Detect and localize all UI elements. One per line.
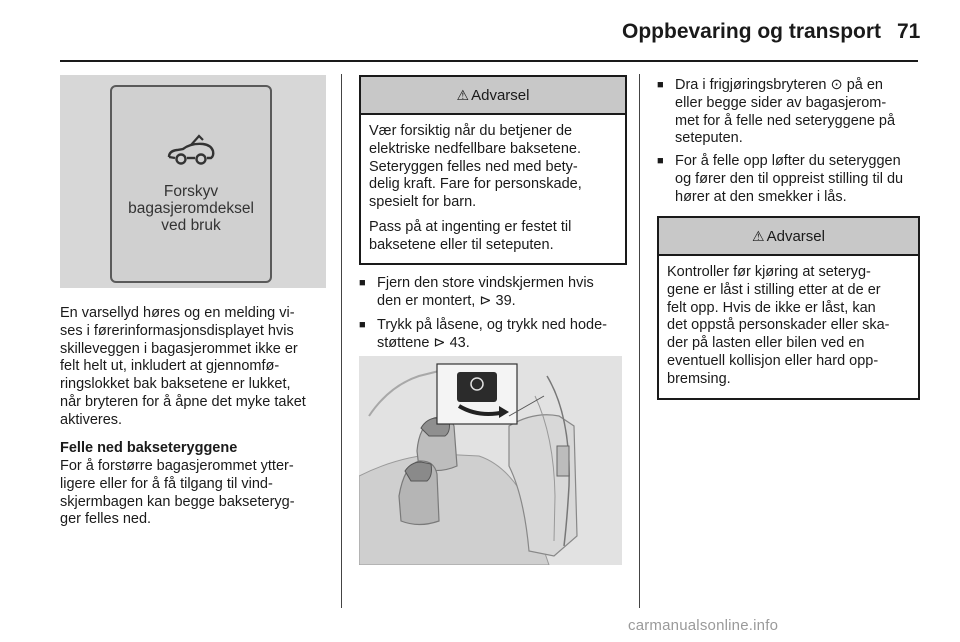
- warning-body: [659, 256, 918, 389]
- car-interior-drawing: [359, 356, 622, 565]
- text-line: når bryteren for å åpne det myke taket: [60, 393, 306, 410]
- section-heading: Felle ned bakseteryggene: [60, 440, 238, 456]
- text-line: Dra i frigjøringsbryteren ⊙ på en: [675, 77, 883, 93]
- warning-paragraph: [369, 123, 617, 212]
- text-line: eventuell kollisjon eller hard opp-: [667, 352, 879, 369]
- text-line: skilleveggen i bagasjerommet ikke er: [60, 340, 298, 357]
- text-line: og fører den til oppreist stilling til du: [675, 170, 904, 187]
- text-line: det oppstå personskader eller ska-: [667, 317, 890, 334]
- page-header-title: Oppbevaring og transport: [622, 20, 882, 43]
- text-line: eller begge sider av bagasjerom-: [675, 94, 887, 111]
- warning-paragraph: [369, 219, 617, 255]
- warning-box-2: [657, 216, 920, 400]
- warning-header: [361, 77, 625, 115]
- column-divider-1: [341, 74, 342, 608]
- text-line: seteputen.: [675, 130, 743, 147]
- section-paragraph: [60, 458, 295, 529]
- text-line: Fjern den store vindskjermen hvis: [377, 275, 594, 291]
- text-line: Vær forsiktig når du betjener de: [369, 123, 573, 139]
- text-line: ses i førerinformasjonsdisplayet hvis: [60, 322, 294, 339]
- warning-title: Advarsel: [471, 86, 530, 104]
- text-line: spesielt for barn.: [369, 194, 477, 211]
- text-line: felt helt ut, inkludert at gjennomfø-: [60, 358, 280, 375]
- text-line: Seteryggen felles ned med bety-: [369, 158, 578, 175]
- warning-triangle-icon: ⚠: [752, 227, 765, 244]
- text-line: elektriske nedfellbare baksetene.: [369, 140, 581, 157]
- text-line: skjermbagen kan begge bakseteryg-: [60, 493, 295, 510]
- text-line: ringslokket bak baksetene er lukket,: [60, 376, 291, 393]
- warning-header: [659, 218, 918, 256]
- text-line: støttene ⊳ 43.: [377, 334, 470, 351]
- text-line: Trykk på låsene, og trykk ned hode-: [377, 317, 607, 333]
- convertible-car-icon: [165, 131, 217, 169]
- text-line: For å felle opp løfter du seteryggen: [675, 153, 901, 169]
- display-panel: [110, 85, 272, 283]
- text-line: felt opp. Hvis de ikke er låst, kan: [667, 299, 876, 316]
- warning-box-1: [359, 75, 627, 265]
- display-line: ved bruk: [161, 217, 221, 234]
- page-number: 71: [897, 20, 921, 43]
- warning-body: [361, 115, 625, 255]
- bullet-mark: ■: [657, 155, 664, 167]
- text-line: For å forstørre bagasjerommet ytter-: [60, 458, 294, 474]
- display-line: Forskyv: [163, 183, 219, 200]
- text-line: ger felles ned.: [60, 511, 152, 528]
- intro-paragraph: [60, 305, 306, 430]
- text-line: Kontroller før kjøring at seteryg-: [667, 264, 871, 280]
- text-line: der på lasten eller bilen ved en: [667, 335, 865, 352]
- rear-seat-release-illustration: [359, 356, 622, 565]
- warning-title: Advarsel: [766, 227, 825, 245]
- column-divider-2: [639, 74, 640, 608]
- warning-triangle-icon: ⚠: [456, 86, 470, 103]
- text-line: En varsellyd høres og en melding vi-: [60, 305, 295, 321]
- warning-paragraph: [667, 264, 910, 389]
- bullet-mark: ■: [657, 79, 664, 91]
- text-line: baksetene eller til seteputen.: [369, 236, 554, 253]
- text-line: ligere eller for å få tilgang til vind-: [60, 475, 273, 492]
- bullet-mark: ■: [359, 277, 366, 289]
- text-line: gene er låst i stilling etter at de er: [667, 281, 881, 298]
- text-line: hører at den smekker i lås.: [675, 188, 847, 205]
- text-line: bremsing.: [667, 370, 731, 387]
- bullet-mark: ■: [359, 319, 366, 331]
- watermark: carmanualsonline.info: [628, 617, 779, 634]
- header-rule: [60, 60, 918, 62]
- display-message-figure: [60, 75, 326, 288]
- display-line: bagasjeromdeksel: [128, 200, 254, 217]
- display-message: [112, 183, 270, 234]
- text-line: aktiveres.: [60, 411, 123, 428]
- text-line: Pass på at ingenting er festet til: [369, 218, 572, 235]
- text-line: delig kraft. Fare for personskade,: [369, 176, 582, 193]
- text-line: den er montert, ⊳ 39.: [377, 292, 516, 309]
- text-line: met for å felle ned seteryggene på: [675, 112, 896, 129]
